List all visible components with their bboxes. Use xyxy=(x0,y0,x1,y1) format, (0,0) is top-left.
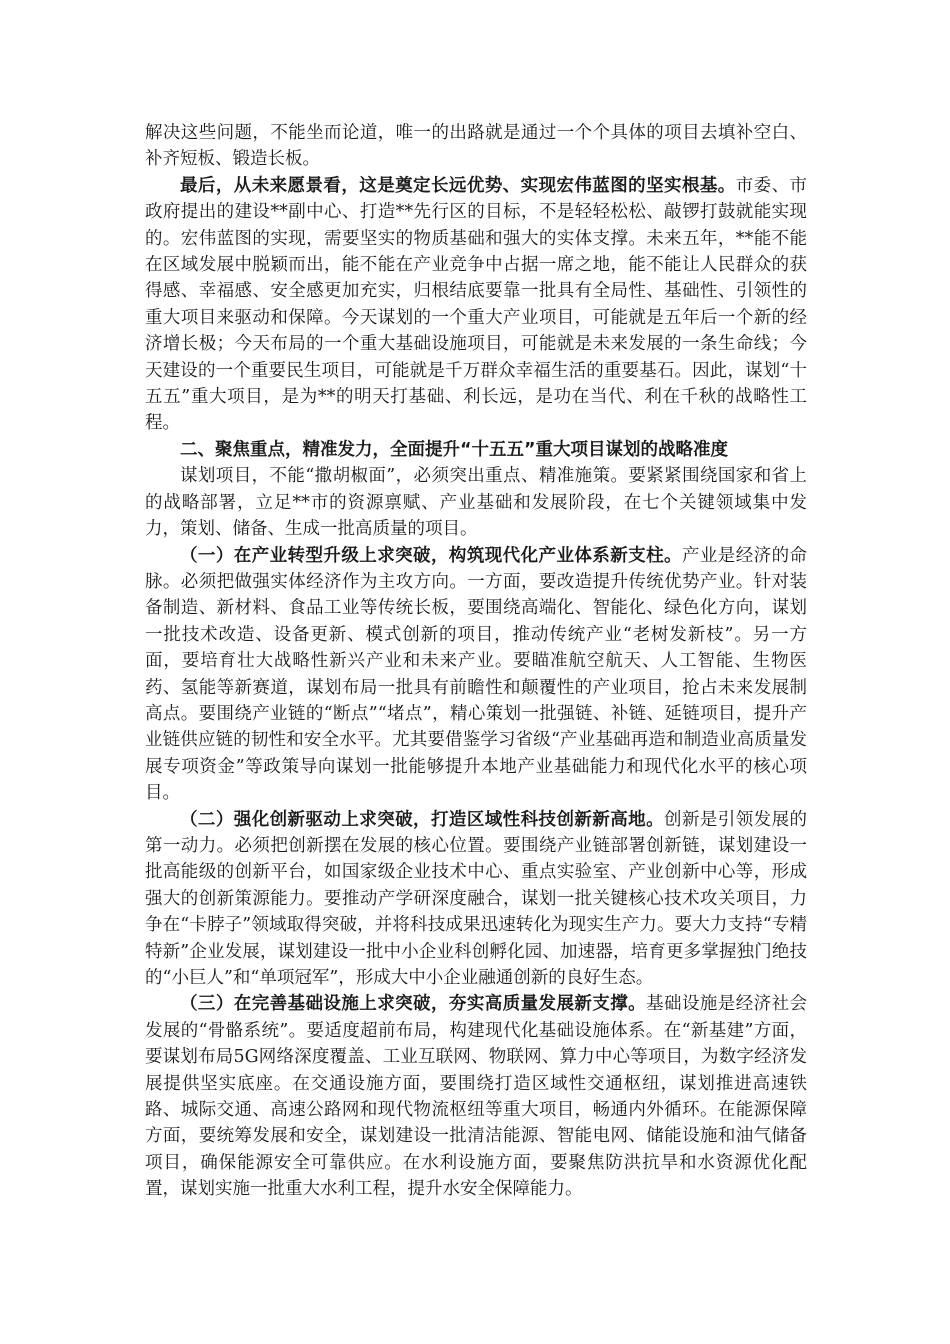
paragraph-text: 创新是引领发展的第一动力。必须把创新摆在发展的核心位置。要围绕产业链部署创新链，谋划建设一批高能级的创新平台，如国家级企业技术中心、重点实验室、产业创新中心等，形成强大的创新策源能力。要推动产学研深度融合，谋划一批关键核心技术攻关项目，力争在“卡脖子”领域取得突破，并将科技成果迅速转化为现实生产力。要大力支持“专精特新”企业发展，谋划建设一批中小企业科创孵化园、加速器，培育更多掌握独门绝技的“小巨人”和“单项冠军”，形成大中小企业融通创新的良好生态。 xyxy=(145,809,808,988)
paragraph-lead: （三）在完善基础设施上求突破，夯实高质量发展新支撑。 xyxy=(180,994,647,1015)
paragraph-section-intro xyxy=(145,463,807,542)
paragraph-text: 基础设施是经济社会发展的“骨骼系统”。要适度超前布局，构建现代化基础设施体系。在“新基建”方面，要谋划布局5G网络深度覆盖、工业互联网、物联网、算力中心等项目，为数字经济发展提供坚实底座。在交通设施方面，要围绕打造区域性交通枢纽，谋划推进高速铁路、城际交通、高速公路网和现代物流枢纽等重大项目，畅通内外循环。在能源保障方面，要统筹发展和安全，谋划建设一批清洁能源、智能电网、储能设施和油气储备项目，确保能源安全可靠供应。在水利设施方面，要聚焦防洪抗旱和水资源优化配置，谋划实施一批重大水利工程，提升水安全保障能力。 xyxy=(145,994,808,1200)
paragraph-industry xyxy=(145,543,807,807)
document-page xyxy=(145,120,807,1203)
paragraph-lead: 最后，从未来愿景看，这是奠定长远优势、实现宏伟蓝图的坚实根基。 xyxy=(180,175,736,196)
paragraph-infrastructure xyxy=(145,991,807,1202)
paragraph-lead: （一）在产业转型升级上求突破，构筑现代化产业体系新支柱。 xyxy=(180,545,682,566)
paragraph-text: 产业是经济的命脉。必须把做强实体经济作为主攻方向。一方面，要改造提升传统优势产业。针对装备制造、新材料、食品工业等传统长板，要围绕高端化、智能化、绿色化方向，谋划一批技术改造、设备更新、模式创新的项目，推动传统产业“老树发新枝”。另一方面，要培育壮大战略性新兴产业和未来产业。要瞄准航空航天、人工智能、生物医药、氢能等新赛道，谋划布局一批具有前瞻性和颠覆性的产业项目，抢占未来发展制高点。要围绕产业链的“断点”“堵点”，精心策划一批强链、补链、延链项目，提升产业链供应链的韧性和安全水平。尤其要借鉴学习省级“产业基础再造和制造业高质量发展专项资金”等政策导向谋划一批能够提升本地产业基础能力和现代化水平的核心项目。 xyxy=(145,545,808,804)
section-heading-2 xyxy=(145,437,807,463)
paragraph-text: 谋划项目，不能“撒胡椒面”，必须突出重点、精准施策。要紧紧围绕国家和省上的战略部署，立足**市的资源禀赋、产业基础和发展阶段，在七个关键领域集中发力，策划、储备、生成一批高质量的项目。 xyxy=(145,466,807,540)
paragraph-innovation xyxy=(145,807,807,992)
paragraph-text: 解决这些问题，不能坐而论道，唯一的出路就是通过一个个具体的项目去填补空白、补齐短板、锻造长板。 xyxy=(145,123,807,170)
paragraph-text: 市委、市政府提出的建设**副中心、打造**先行区的目标，不是轻轻松松、敲锣打鼓就能实现的。宏伟蓝图的实现，需要坚实的物质基础和强大的实体支撑。未来五年，**能不能在区域发展中脱颖而出，能不能在产业竞争中占据一席之地，能不能让人民群众的获得感、幸福感、安全感更加充实，归根结底要靠一批具有全局性、基础性、引领性的重大项目来驱动和保障。今天谋划的一个重大产业项目，可能就是五年后一个新的经济增长极；今天布局的一个重大基础设施项目，可能就是未来发展的一条生命线；今天建设的一个重要民生项目，可能就是千万群众幸福生活的重要基石。因此，谋划“十五五”重大项目，是为**的明天打基础、利长远，是功在当代、利在千秋的战略性工程。 xyxy=(145,175,807,434)
paragraph-continuation xyxy=(145,120,807,173)
paragraph-future-vision xyxy=(145,173,807,437)
section-heading-text: 二、聚焦重点，精准发力，全面提升“十五五”重大项目谋划的战略准度 xyxy=(180,439,729,460)
paragraph-lead: （二）强化创新驱动上求突破，打造区域性科技创新新高地。 xyxy=(180,809,665,830)
